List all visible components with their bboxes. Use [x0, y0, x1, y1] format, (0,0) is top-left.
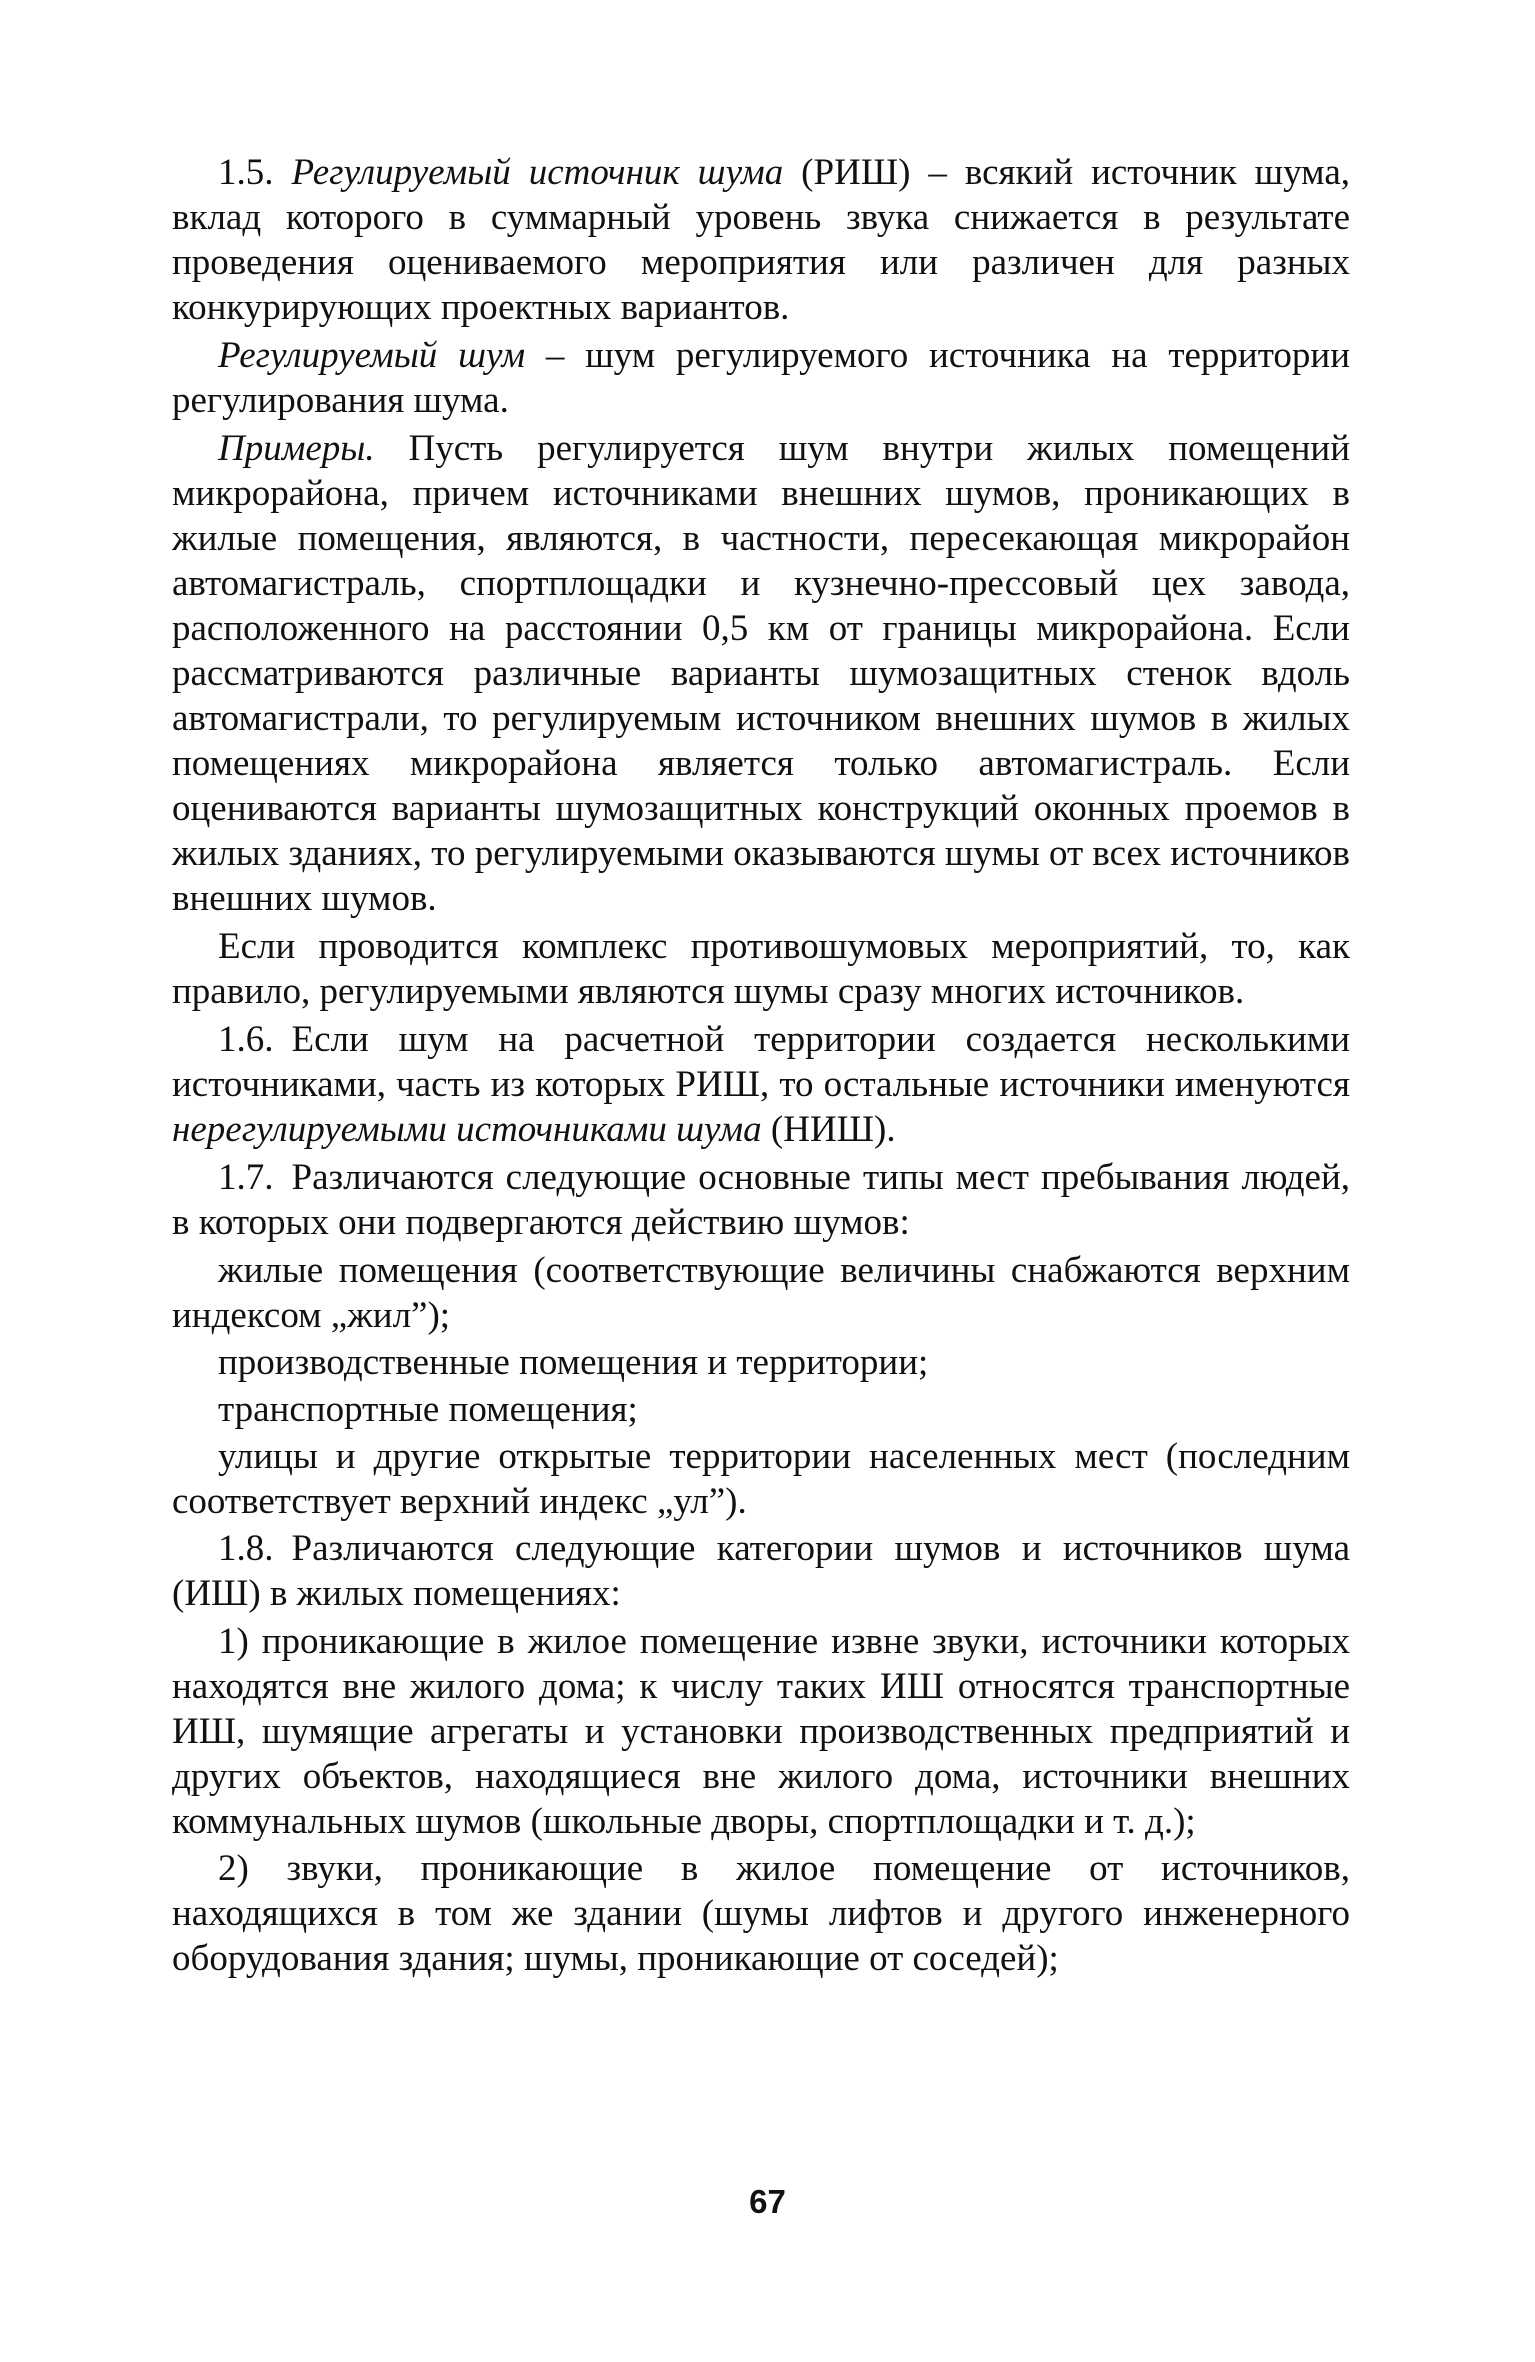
term-examples: Примеры. [218, 428, 375, 469]
examples-text: Пусть регулируется шум внутри жилых помещений микрорайона, причем источниками внешних шумов, проникающих в жилые помещения, являются, в частности, пересекающая микрорайон автомагистраль, спортплощадки и кузнечно-прессовый цех завода, расположенного на расстоянии 0,5 км от границы микрорайона. Если рассматриваются различные варианты шумозащитных стенок вдоль автомагистрали, то регулируемым источником внешних шумов в жилых помещениях микрорайона является только автомагистраль. Если оцениваются варианты шумозащитных конструкций оконных проемов в жилых зданиях, то регулируемыми оказываются шумы от всех источников внешних шумов. [172, 428, 1350, 919]
clause-text: Различаются следующие категории шумов и источников шума (ИШ) в жилых помещениях: [172, 1528, 1350, 1614]
clause-text: Если шум на расчетной территории создается несколькими источниками, часть из которых РИШ, то остальные источники именуются [172, 1019, 1350, 1105]
paragraph-1-5 [172, 150, 1350, 330]
clause-number: 1.6. [218, 1019, 274, 1060]
paragraph-1-7 [172, 1155, 1350, 1245]
paragraph-examples [172, 426, 1350, 921]
term-unregulated-source: нерегулируемыми источниками шума [172, 1109, 762, 1150]
list-item: 1) проникающие в жилое помещение извне звуки, источники которых находятся вне жилого дома; к числу таких ИШ относятся транспортные ИШ, шумящие агрегаты и установки производственных предприятий и других объектов, находящиеся вне жилого дома, источники внешних коммунальных шумов (школьные дворы, спортплощадки и т. д.); [172, 1621, 1350, 1842]
complex-measures-text: Если проводится комплекс противошумовых мероприятий, то, как правило, регулируемыми являются шумы сразу многих источников. [172, 926, 1350, 1012]
list-item: улицы и другие открытые территории населенных мест (последним соответствует верхний индекс „ул”). [172, 1436, 1350, 1522]
list-item: жилые помещения (соответствующие величины снабжаются верхним индексом „жил”); [172, 1250, 1350, 1336]
term-regulated-noise: Регулируемый шум [218, 335, 526, 376]
clause-number: 1.5. [218, 152, 274, 193]
page-number: 67 [749, 2183, 786, 2220]
term-regulated-source: Регулируемый источник шума [291, 152, 784, 193]
definition-text: – шум регулируемого источника на территории регулирования шума. [172, 335, 1350, 421]
list-item: производственные помещения и территории; [218, 1342, 929, 1383]
list-item: транспортные помещения; [218, 1389, 638, 1430]
clause-number: 1.7. [218, 1157, 274, 1198]
definition-text: (РИШ) – всякий источник шума, вклад которого в суммарный уровень звука снижается в результате проведения оцениваемого мероприятия или различен для разных конкурирующих проектных вариантов. [172, 152, 1350, 328]
paragraph-complex-measures [172, 924, 1350, 1014]
paragraph-1-8 [172, 1526, 1350, 1616]
clause-number: 1.8. [218, 1528, 274, 1569]
paragraph-regulated-noise [172, 333, 1350, 423]
clause-text-end: (НИШ). [761, 1109, 896, 1150]
paragraph-1-6 [172, 1017, 1350, 1152]
clause-text: Различаются следующие основные типы мест пребывания людей, в которых они подвергаются действию шумов: [172, 1157, 1350, 1243]
body-text [172, 150, 1350, 1983]
list-item: 2) звуки, проникающие в жилое помещение от источников, находящихся в том же здании (шумы лифтов и другого инженерного оборудования здания; шумы, проникающие от соседей); [172, 1848, 1350, 1979]
